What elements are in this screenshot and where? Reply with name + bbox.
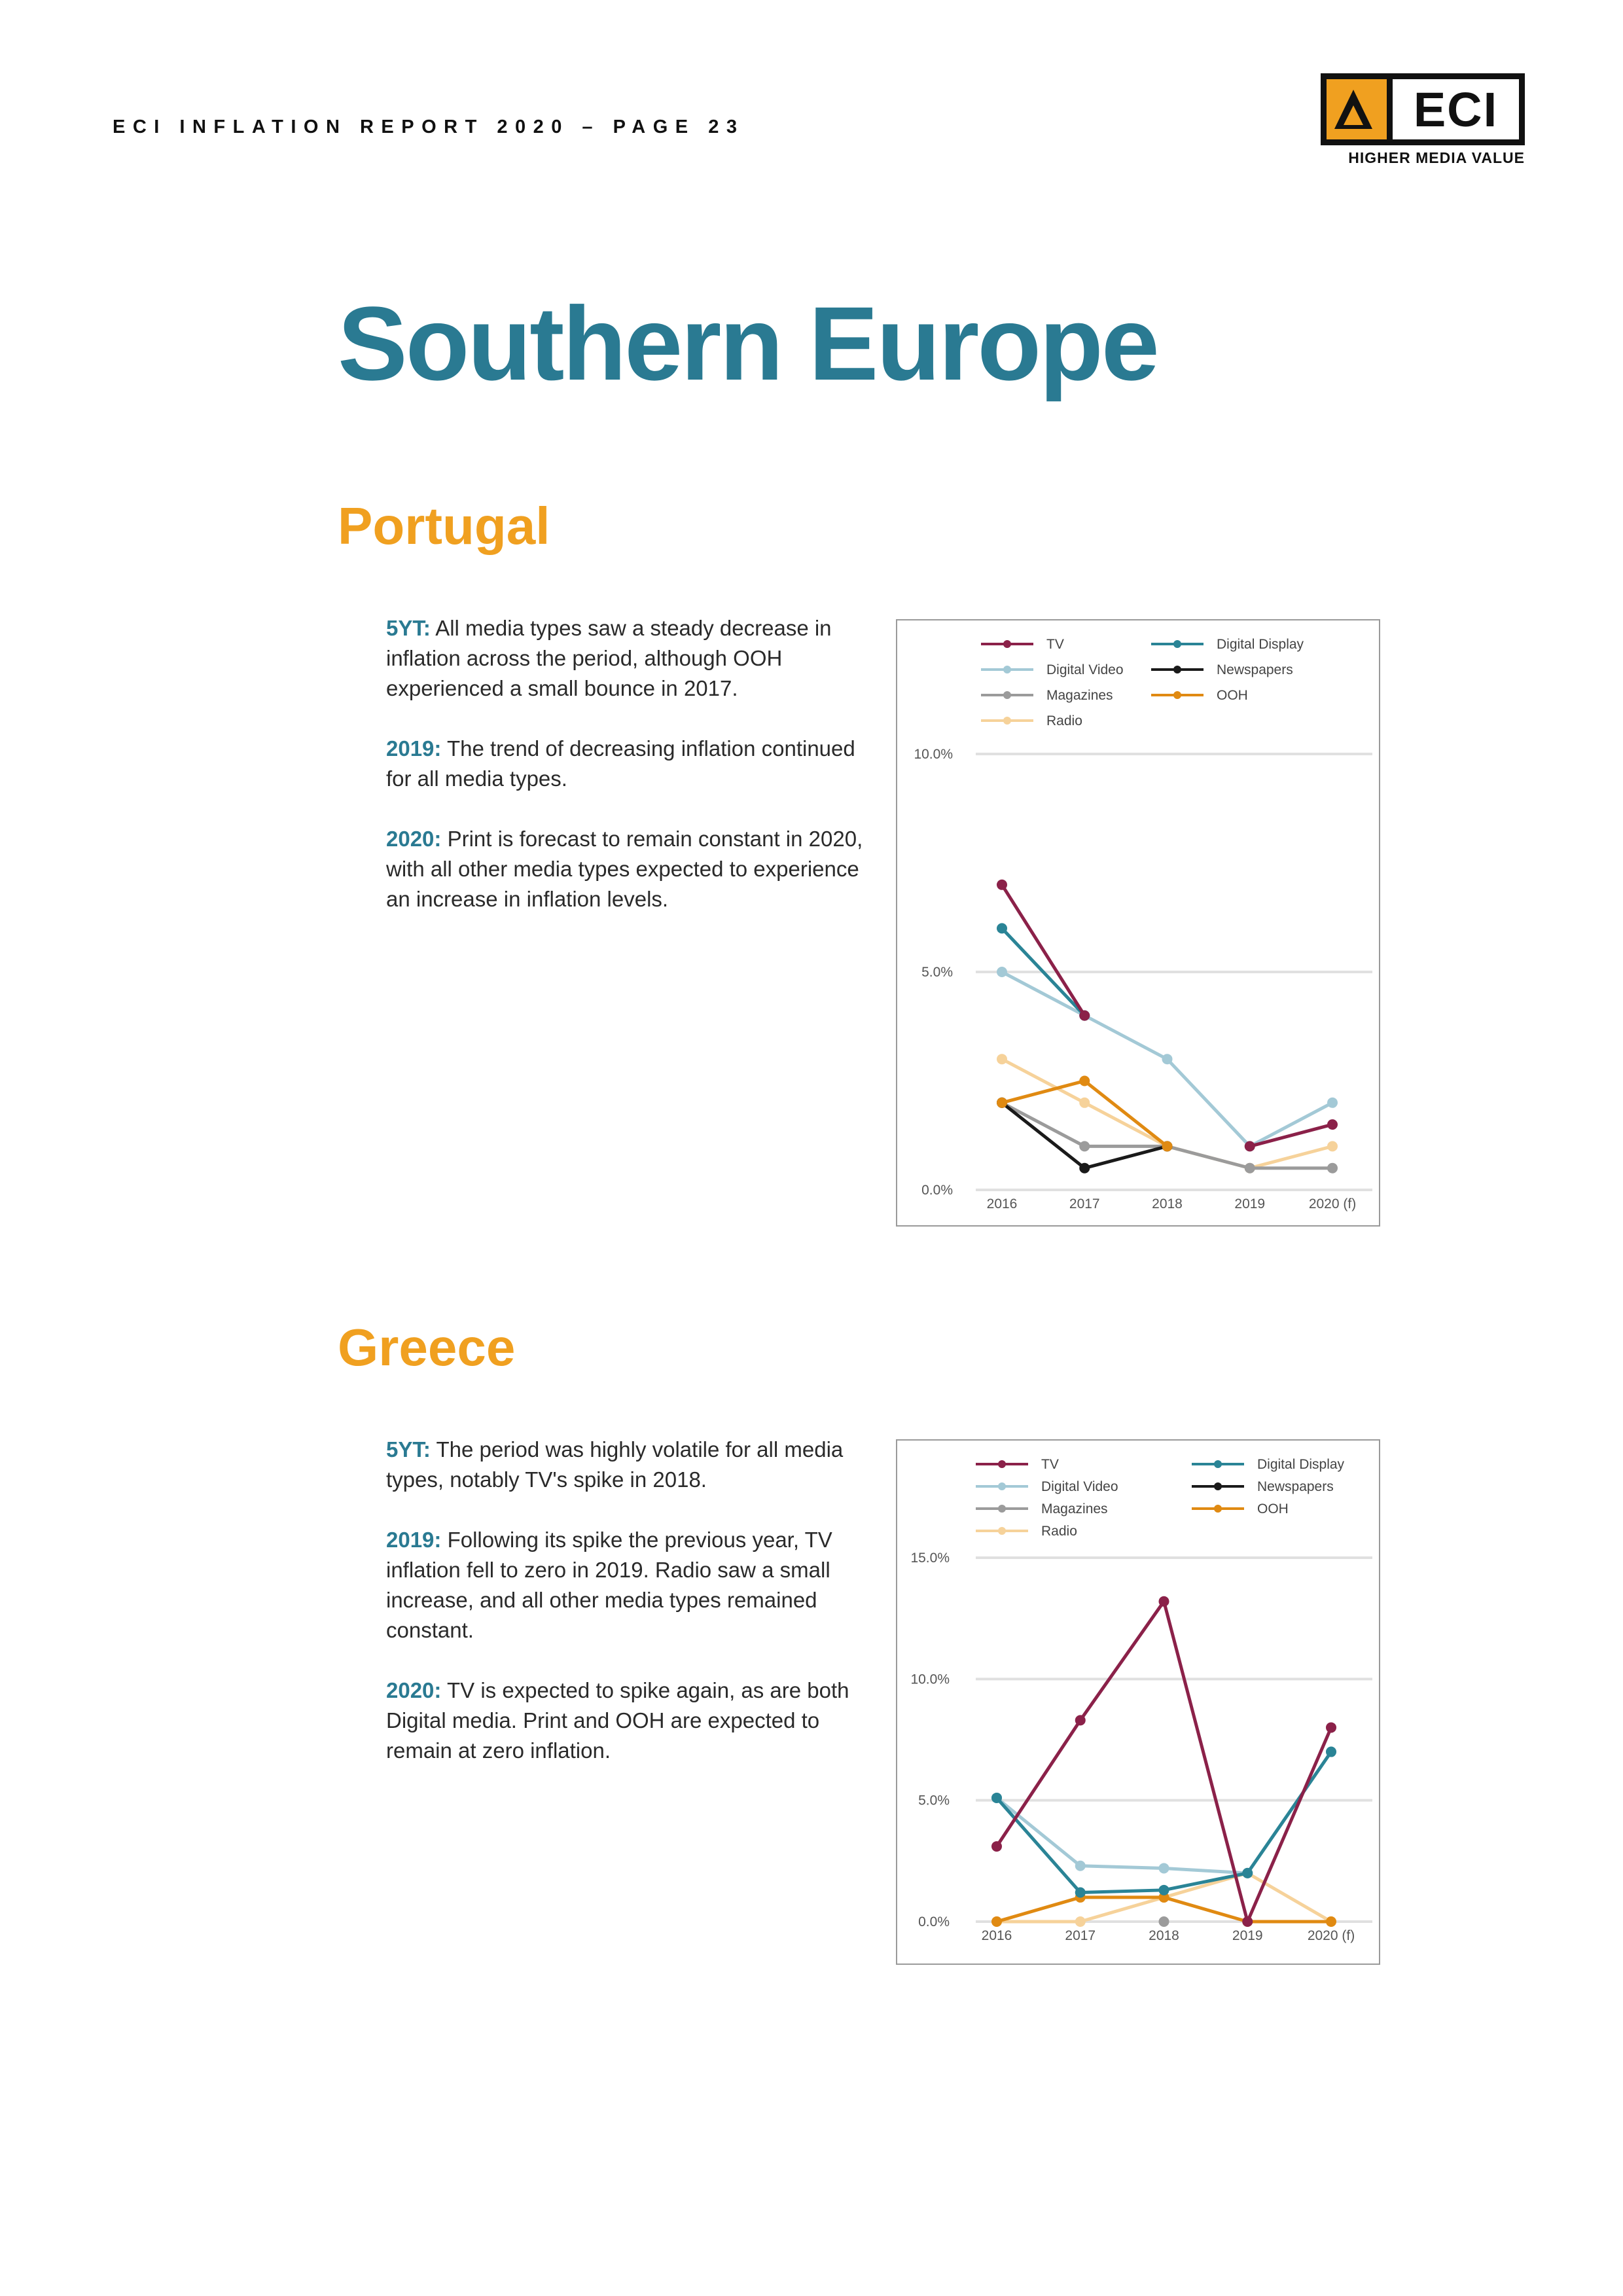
eci-logo xyxy=(1321,73,1525,167)
data-point-tv xyxy=(1079,1011,1090,1021)
data-point-digital-display xyxy=(997,923,1007,933)
x-tick-label: 2017 xyxy=(1069,1196,1100,1211)
paragraph xyxy=(386,824,870,914)
legend-marker-newspapers xyxy=(1214,1482,1222,1490)
data-point-digital-video xyxy=(1159,1863,1169,1873)
legend-marker-radio xyxy=(998,1527,1006,1535)
x-tick-label: 2020 (f) xyxy=(1308,1196,1357,1211)
data-point-digital-display xyxy=(1242,1868,1253,1878)
legend-label-digital-display: Digital Display xyxy=(1217,637,1304,652)
x-tick-label: 2020 (f) xyxy=(1307,1928,1355,1943)
section-heading-greece: Greece xyxy=(338,1318,516,1376)
data-point-digital-video xyxy=(1075,1861,1086,1871)
data-point-magazines xyxy=(1245,1163,1255,1174)
paragraph-label: 5YT: xyxy=(386,1437,431,1462)
paragraph-text: The period was highly volatile for all media types, notably TV's spike in 2018. xyxy=(386,1437,844,1492)
data-point-radio xyxy=(1327,1141,1338,1151)
paragraph xyxy=(386,613,870,704)
x-tick-label: 2019 xyxy=(1234,1196,1266,1211)
legend-marker-ooh xyxy=(1214,1505,1222,1513)
data-point-tv xyxy=(1159,1596,1169,1607)
logo-tagline: HIGHER MEDIA VALUE xyxy=(1348,149,1525,166)
series-line-ooh xyxy=(1002,1081,1168,1147)
portugal-chart-svg xyxy=(897,620,1379,1225)
paragraph xyxy=(386,734,870,794)
legend-marker-tv xyxy=(1003,640,1011,648)
legend-marker-newspapers xyxy=(1173,666,1181,673)
series-line-tv xyxy=(1002,885,1084,1016)
logo-text: ECI xyxy=(1413,82,1499,137)
data-point-newspapers xyxy=(1079,1163,1090,1174)
data-point-ooh xyxy=(991,1916,1002,1927)
legend-marker-radio xyxy=(1003,717,1011,725)
paragraph-label: 2019: xyxy=(386,1528,442,1552)
data-point-ooh xyxy=(1162,1141,1173,1151)
legend-marker-digital-video xyxy=(998,1482,1006,1490)
data-point-digital-video xyxy=(1327,1098,1338,1108)
legend-label-newspapers: Newspapers xyxy=(1257,1479,1334,1494)
data-point-magazines xyxy=(1327,1163,1338,1174)
paragraph-text: TV is expected to spike again, as are both Digital media. Print and OOH are expected to remain at zero inflation. xyxy=(386,1678,849,1763)
data-point-ooh xyxy=(1326,1916,1336,1927)
legend-label-magazines: Magazines xyxy=(1046,688,1113,703)
legend-label-newspapers: Newspapers xyxy=(1217,662,1293,677)
legend-label-radio: Radio xyxy=(1046,713,1082,728)
y-tick-label: 10.0% xyxy=(910,1672,950,1687)
legend-marker-tv xyxy=(998,1460,1006,1468)
legend-label-digital-video: Digital Video xyxy=(1041,1479,1118,1494)
x-tick-label: 2019 xyxy=(1232,1928,1263,1943)
data-point-ooh xyxy=(1079,1076,1090,1086)
paragraph-text: Print is forecast to remain constant in 2020, with all other media types expected to experience an increase in inflation levels. xyxy=(386,827,863,911)
data-point-tv xyxy=(997,880,1007,890)
series-line-radio xyxy=(1002,1059,1332,1168)
data-point-digital-display xyxy=(1326,1747,1336,1757)
section-heading-portugal: Portugal xyxy=(338,497,550,555)
paragraph xyxy=(386,1435,870,1495)
legend-label-tv: TV xyxy=(1041,1457,1059,1472)
data-point-ooh xyxy=(997,1098,1007,1108)
legend-label-magazines: Magazines xyxy=(1041,1501,1108,1516)
paragraph xyxy=(386,1525,870,1645)
greece-chart-svg xyxy=(897,1441,1379,1964)
y-tick-label: 5.0% xyxy=(921,965,953,980)
greece-text xyxy=(386,1435,870,1796)
legend-marker-digital-display xyxy=(1173,640,1181,648)
data-point-radio xyxy=(1075,1916,1086,1927)
paragraph xyxy=(386,1676,870,1766)
legend-label-tv: TV xyxy=(1046,637,1064,652)
data-point-radio xyxy=(997,1054,1007,1064)
greece-chart xyxy=(896,1439,1380,1965)
paragraph-text: Following its spike the previous year, TV inflation fell to zero in 2019. Radio saw a small increase, and all other media types remained constant. xyxy=(386,1528,832,1642)
paragraph-text: The trend of decreasing inflation continued for all media types. xyxy=(386,736,855,791)
page-title: Southern Europe xyxy=(338,285,1158,402)
y-tick-label: 5.0% xyxy=(918,1793,950,1808)
data-point-digital-display xyxy=(1075,1888,1086,1898)
legend-marker-ooh xyxy=(1173,691,1181,699)
data-point-magazines xyxy=(1079,1141,1090,1151)
paragraph-label: 2019: xyxy=(386,736,442,761)
legend-label-radio: Radio xyxy=(1041,1524,1077,1539)
series-line-tv xyxy=(1250,1124,1332,1146)
paragraph-label: 5YT: xyxy=(386,616,431,640)
paragraph-label: 2020: xyxy=(386,1678,442,1702)
legend-marker-digital-display xyxy=(1214,1460,1222,1468)
legend-label-ooh: OOH xyxy=(1217,688,1248,703)
x-tick-label: 2018 xyxy=(1149,1928,1179,1943)
data-point-tv xyxy=(1326,1722,1336,1732)
data-point-digital-display xyxy=(1159,1885,1169,1895)
data-point-tv xyxy=(1242,1916,1253,1927)
series-line-newspapers xyxy=(1002,1103,1168,1168)
x-tick-label: 2018 xyxy=(1152,1196,1183,1211)
portugal-chart xyxy=(896,619,1380,1227)
legend-marker-magazines xyxy=(998,1505,1006,1513)
data-point-tv xyxy=(1245,1141,1255,1151)
data-point-digital-display xyxy=(991,1793,1002,1803)
y-tick-label: 0.0% xyxy=(918,1914,950,1929)
data-point-radio xyxy=(1079,1098,1090,1108)
paragraph-label: 2020: xyxy=(386,827,442,851)
x-tick-label: 2016 xyxy=(986,1196,1018,1211)
legend-label-digital-display: Digital Display xyxy=(1257,1457,1345,1472)
y-tick-label: 10.0% xyxy=(914,747,953,762)
legend-label-digital-video: Digital Video xyxy=(1046,662,1124,677)
data-point-tv xyxy=(1327,1119,1338,1130)
legend-marker-magazines xyxy=(1003,691,1011,699)
data-point-digital-video xyxy=(997,967,1007,977)
logo-triangle-icon xyxy=(1327,79,1393,139)
x-tick-label: 2017 xyxy=(1065,1928,1096,1943)
paragraph-text: All media types saw a steady decrease in inflation across the period, although OOH experienced a small bounce in 2017. xyxy=(386,616,832,700)
y-tick-label: 0.0% xyxy=(921,1183,953,1198)
data-point-digital-video xyxy=(1162,1054,1173,1064)
data-point-tv xyxy=(991,1841,1002,1852)
legend-marker-digital-video xyxy=(1003,666,1011,673)
portugal-text xyxy=(386,613,870,944)
logo-box xyxy=(1321,73,1525,145)
series-line-tv xyxy=(997,1602,1331,1922)
x-tick-label: 2016 xyxy=(981,1928,1012,1943)
report-header: ECI INFLATION REPORT 2020 – PAGE 23 xyxy=(113,117,745,137)
legend-label-ooh: OOH xyxy=(1257,1501,1289,1516)
data-point-magazines xyxy=(1159,1916,1169,1927)
y-tick-label: 15.0% xyxy=(910,1551,950,1566)
data-point-tv xyxy=(1075,1715,1086,1725)
